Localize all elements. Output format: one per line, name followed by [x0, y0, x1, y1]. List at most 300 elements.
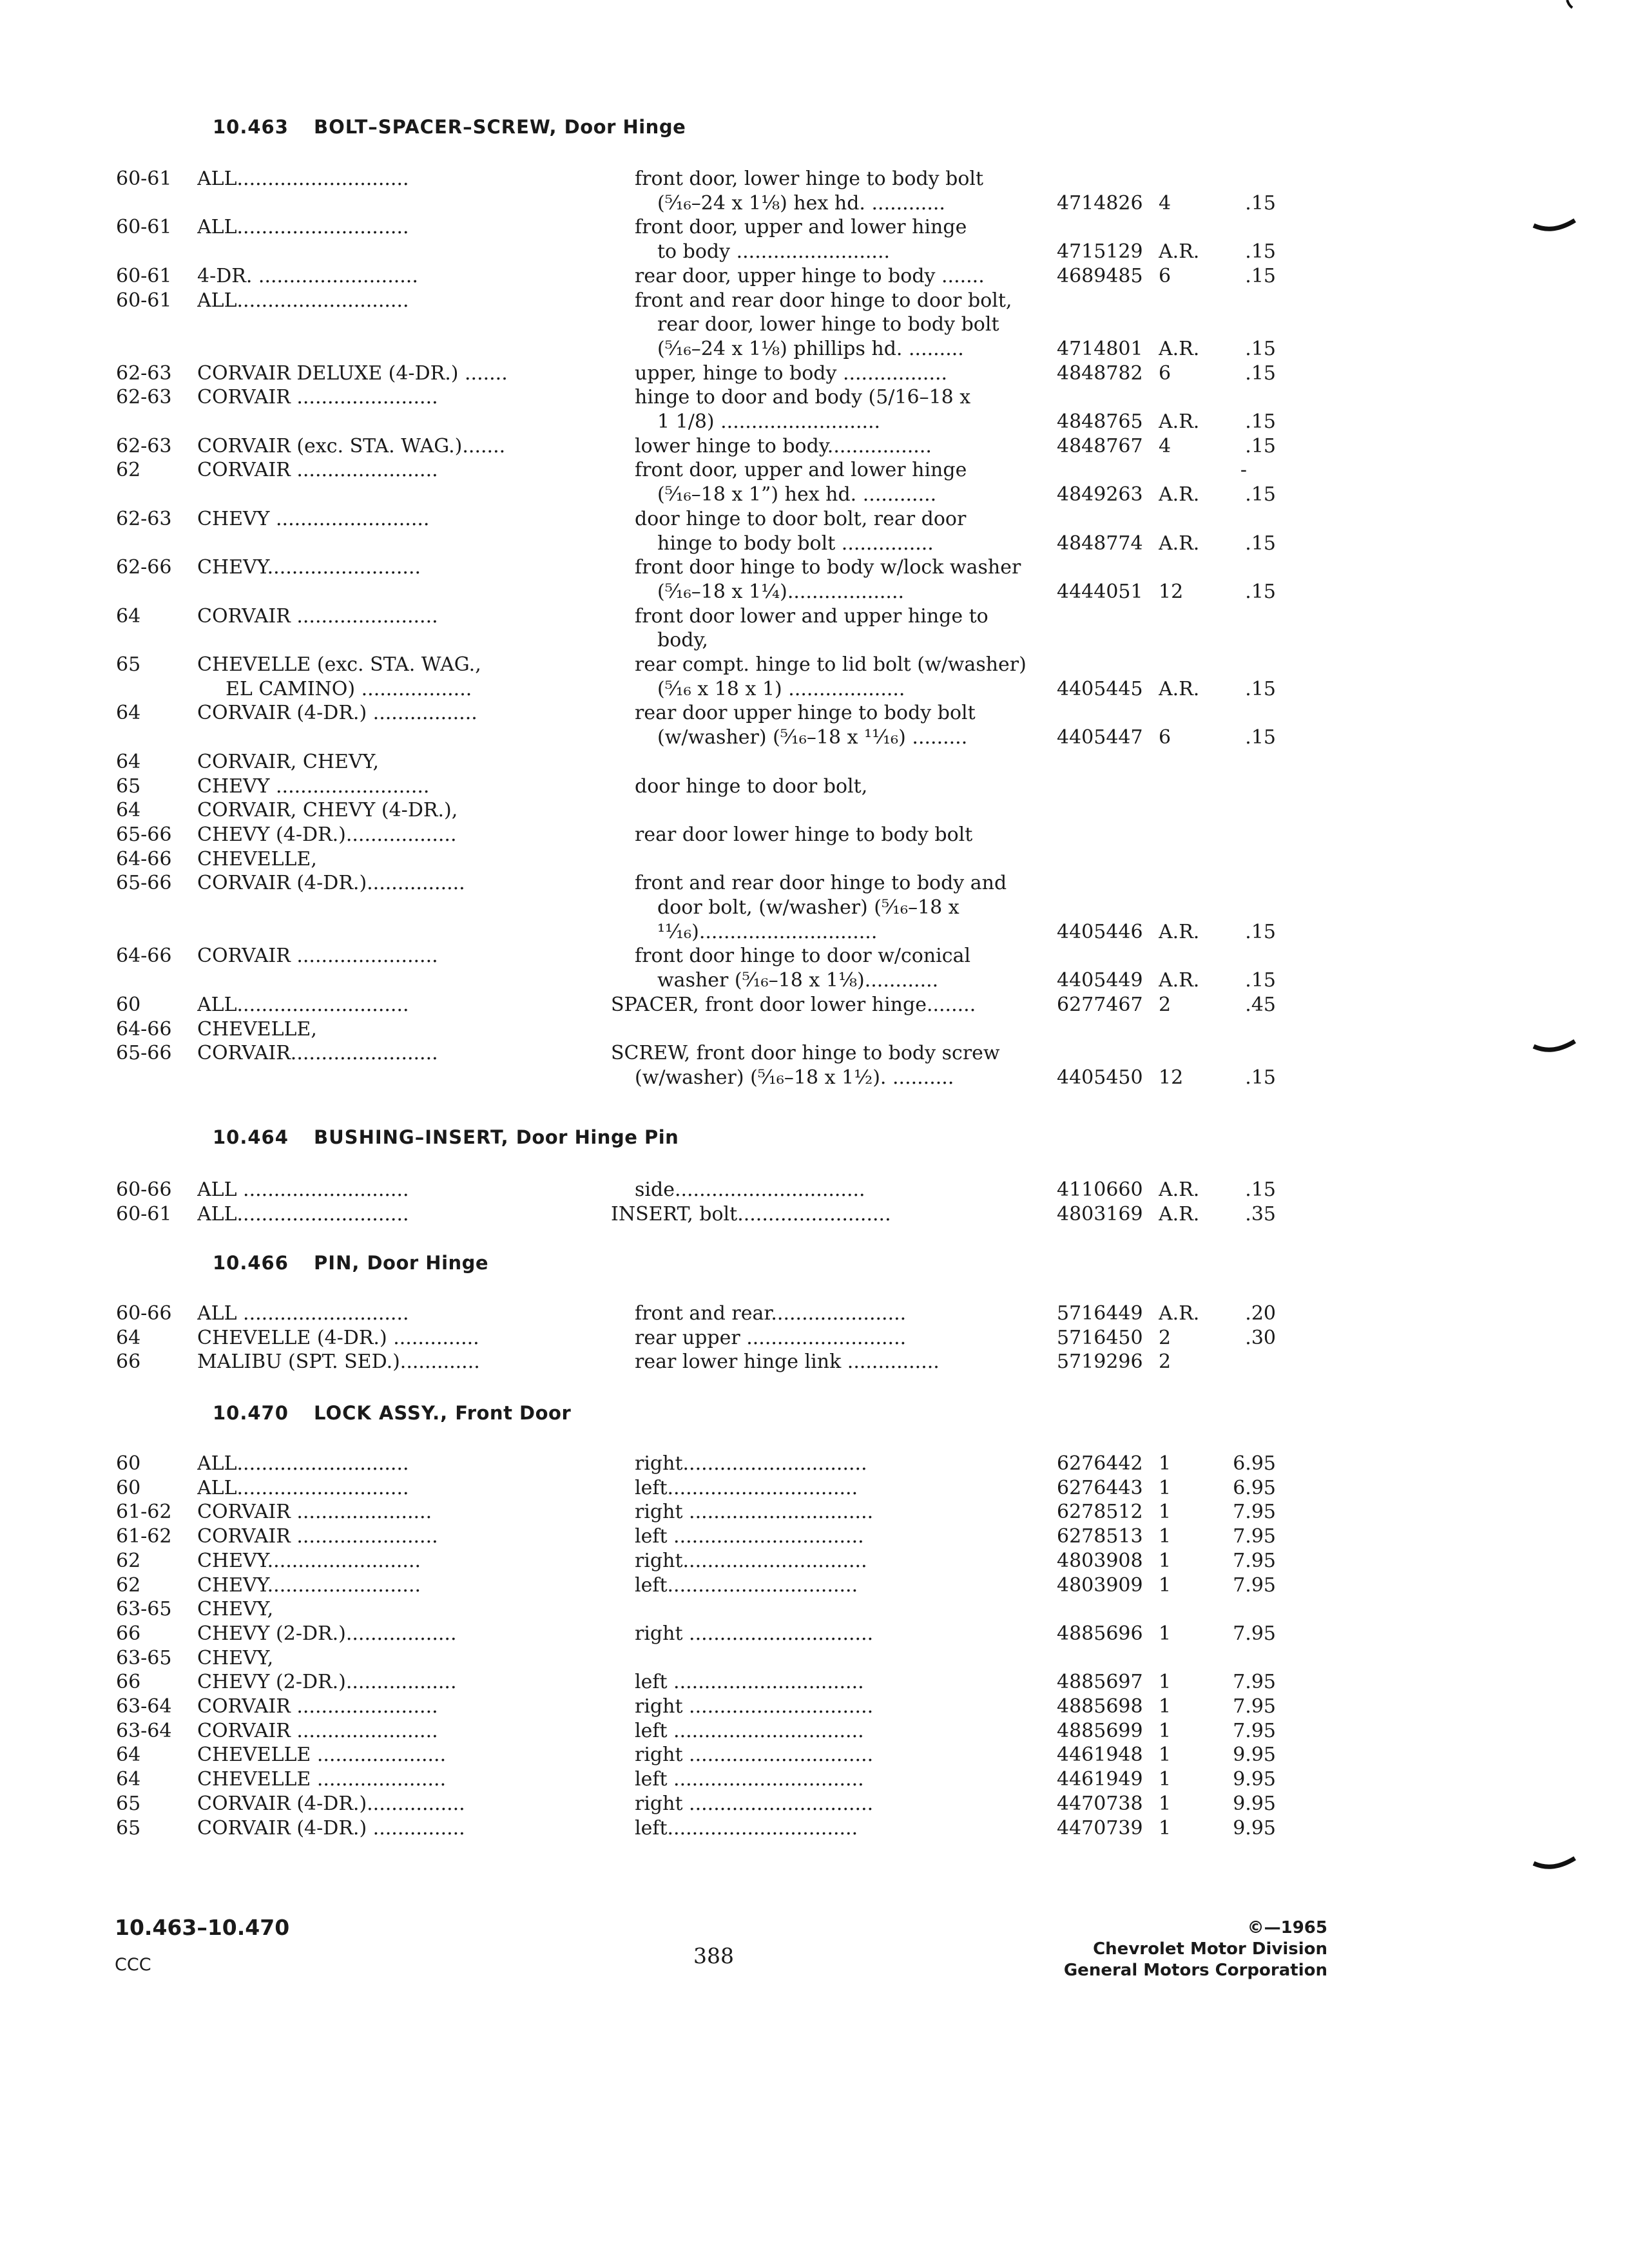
year-cell: 66: [116, 1350, 141, 1373]
price-cell: .15: [1245, 265, 1276, 287]
table-row: [0, 556, 1629, 582]
quantity-cell: 12: [1159, 1066, 1184, 1089]
quantity-cell: 1: [1159, 1501, 1171, 1523]
year-cell: 62-63: [116, 386, 172, 408]
section-title-10-464: [213, 1126, 679, 1148]
table-row: [0, 1792, 1629, 1818]
section-number: 10.463: [213, 116, 289, 138]
table-row: [0, 1327, 1629, 1352]
part-number-cell: 4714801: [1057, 338, 1143, 360]
description-cell: front door, upper and lower hinge: [635, 459, 967, 481]
table-row: [0, 1550, 1629, 1575]
part-number-cell: 5716450: [1057, 1327, 1143, 1349]
table-row: [0, 775, 1629, 801]
model-cell: ALL ...........................: [197, 1178, 409, 1201]
copyright: ©—1965: [1247, 1918, 1327, 1937]
price-cell: .15: [1245, 483, 1276, 506]
part-number-cell: 4689485: [1057, 265, 1143, 287]
part-number-cell: 6277467: [1057, 994, 1143, 1016]
year-cell: 61-62: [116, 1525, 172, 1548]
description-cell: front and rear......................: [635, 1302, 907, 1325]
price-cell: .30: [1245, 1327, 1276, 1349]
model-cell: ALL............................: [197, 994, 409, 1016]
year-cell: 60-61: [116, 216, 172, 238]
price-cell: 7.95: [1233, 1501, 1276, 1523]
section-subtitle: Front Door: [455, 1402, 572, 1424]
model-cell: CHEVELLE (exc. STA. WAG.,: [197, 653, 481, 676]
table-row: [0, 1302, 1629, 1328]
corporation-name: General Motors Corporation: [1063, 1961, 1327, 1980]
price-cell: 7.95: [1233, 1671, 1276, 1693]
description-cell: right..............................: [635, 1452, 867, 1475]
quantity-cell: A.R.: [1159, 678, 1200, 700]
part-number-cell: 4405449: [1057, 969, 1143, 992]
quantity-cell: A.R.: [1159, 1178, 1200, 1201]
quantity-cell: 6: [1159, 265, 1171, 287]
table-row: [0, 581, 1629, 606]
description-cell: rear upper ..........................: [635, 1327, 907, 1349]
year-cell: 62: [116, 1574, 141, 1597]
year-cell: 60-66: [116, 1302, 172, 1325]
part-number-cell: 4470738: [1057, 1792, 1143, 1815]
year-cell: 64-66: [116, 945, 172, 967]
year-cell: 66: [116, 1622, 141, 1645]
price-cell: 9.95: [1233, 1768, 1276, 1791]
description-cell: right..............................: [635, 1550, 867, 1572]
year-cell: 63-65: [116, 1647, 172, 1669]
quantity-cell: 1: [1159, 1574, 1171, 1597]
part-number-cell: 4803169: [1057, 1203, 1143, 1225]
price-cell: .15: [1245, 532, 1276, 555]
description-cell: INSERT, bolt.........................: [611, 1203, 891, 1225]
description-cell: left ...............................: [635, 1720, 864, 1742]
model-cell: ALL............................: [197, 289, 409, 312]
price-cell: 6.95: [1233, 1452, 1276, 1475]
year-cell: 64: [116, 799, 141, 822]
price-cell: .20: [1245, 1302, 1276, 1325]
model-cell: CORVAIR, CHEVY (4-DR.),: [197, 799, 458, 822]
year-cell: 64-66: [116, 1018, 172, 1041]
section-name: LOCK ASSY.,: [314, 1402, 448, 1424]
quantity-cell: 4: [1159, 435, 1171, 457]
price-cell: 7.95: [1233, 1550, 1276, 1572]
price-cell: .15: [1245, 192, 1276, 215]
model-cell: CORVAIR DELUXE (4-DR.) .......: [197, 362, 508, 385]
scan-mark: [1532, 1856, 1577, 1875]
part-number-cell: 6276442: [1057, 1452, 1143, 1475]
part-number-cell: 4803909: [1057, 1574, 1143, 1597]
year-cell: 60-61: [116, 168, 172, 190]
description-cell: right ..............................: [635, 1695, 874, 1718]
model-cell: CHEVY (2-DR.)..................: [197, 1671, 457, 1693]
model-cell: ALL ...........................: [197, 1302, 409, 1325]
price-cell: 7.95: [1233, 1695, 1276, 1718]
description-cell: to body .........................: [657, 240, 891, 263]
part-number-cell: 6278512: [1057, 1501, 1143, 1523]
quantity-cell: 6: [1159, 726, 1171, 749]
year-cell: 60: [116, 994, 141, 1016]
division-name: Chevrolet Motor Division: [1093, 1939, 1327, 1959]
model-cell: CORVAIR (4-DR.)................: [197, 872, 465, 894]
table-row: [0, 1018, 1629, 1044]
year-cell: 63-64: [116, 1720, 172, 1742]
scan-mark: [1532, 218, 1577, 237]
part-number-cell: 4885699: [1057, 1720, 1143, 1742]
description-cell: front door, upper and lower hinge: [635, 216, 967, 238]
description-cell: body,: [657, 629, 708, 651]
part-number-cell: 4803908: [1057, 1550, 1143, 1572]
table-row: [0, 168, 1629, 193]
part-number-cell: 4110660: [1057, 1178, 1143, 1201]
model-cell: CHEVELLE .....................: [197, 1768, 447, 1791]
description-cell: right ..............................: [635, 1792, 874, 1815]
part-number-cell: 4444051: [1057, 581, 1143, 603]
price-cell: 9.95: [1233, 1792, 1276, 1815]
table-row: [0, 1598, 1629, 1624]
part-number-cell: 4715129: [1057, 240, 1143, 263]
table-row: [0, 483, 1629, 509]
description-cell: side...............................: [635, 1178, 865, 1201]
part-number-cell: 4885696: [1057, 1622, 1143, 1645]
description-cell: (⁵⁄₁₆–18 x 1¼)...................: [657, 581, 905, 603]
part-number-cell: 6278513: [1057, 1525, 1143, 1548]
price-cell: 9.95: [1233, 1817, 1276, 1840]
quantity-cell: A.R.: [1159, 532, 1200, 555]
table-row: [0, 508, 1629, 533]
model-cell: CHEVY.........................: [197, 1574, 421, 1597]
description-cell: (⁵⁄₁₆ x 18 x 1) ...................: [657, 678, 905, 700]
model-cell: ALL............................: [197, 1452, 409, 1475]
part-number-cell: 4849263: [1057, 483, 1143, 506]
model-cell: CHEVELLE (4-DR.) ..............: [197, 1327, 479, 1349]
part-number-cell: 4405446: [1057, 921, 1143, 943]
quantity-cell: 1: [1159, 1525, 1171, 1548]
description-cell: left ...............................: [635, 1671, 864, 1693]
section-subtitle: Door Hinge Pin: [516, 1126, 679, 1148]
table-row: [0, 678, 1629, 704]
model-cell: CORVAIR .......................: [197, 1695, 438, 1718]
description-cell: left ...............................: [635, 1768, 864, 1791]
part-number-cell: 4848765: [1057, 410, 1143, 433]
table-row: [0, 1178, 1629, 1204]
table-row: [0, 1720, 1629, 1745]
description-cell: left...............................: [635, 1574, 858, 1597]
description-cell: front and rear door hinge to body and: [635, 872, 1007, 894]
price-cell: 7.95: [1233, 1525, 1276, 1548]
table-row: [0, 1525, 1629, 1551]
description-cell: door hinge to door bolt,: [635, 775, 868, 798]
quantity-cell: 12: [1159, 581, 1184, 603]
price-cell: .15: [1245, 581, 1276, 603]
price-cell: .15: [1245, 338, 1276, 360]
quantity-cell: 1: [1159, 1452, 1171, 1475]
description-cell: ¹¹⁄₁₆).............................: [657, 921, 878, 943]
table-row: [0, 386, 1629, 412]
table-row: [0, 751, 1629, 776]
table-row: [0, 1350, 1629, 1376]
model-cell: CORVAIR .......................: [197, 386, 438, 408]
model-cell: CHEVY,: [197, 1598, 274, 1620]
price-cell: .15: [1245, 435, 1276, 457]
model-cell: CHEVELLE,: [197, 848, 317, 870]
description-cell: (⁵⁄₁₆–24 x 1⅛) phillips hd. .........: [657, 338, 964, 360]
model-cell: CHEVY.........................: [197, 556, 421, 579]
year-cell: 64-66: [116, 848, 172, 870]
description-cell: (w/washer) (⁵⁄₁₆–18 x ¹¹⁄₁₆) .........: [657, 726, 968, 749]
model-cell: EL CAMINO) ..................: [226, 678, 472, 700]
section-number: 10.470: [213, 1402, 289, 1424]
table-row: [0, 629, 1629, 655]
year-cell: 60-61: [116, 265, 172, 287]
model-cell: CORVAIR ......................: [197, 1501, 432, 1523]
quantity-cell: 1: [1159, 1477, 1171, 1499]
table-row: [0, 362, 1629, 388]
description-cell: (⁵⁄₁₆–18 x 1”) hex hd. ............: [657, 483, 937, 506]
description-cell: lower hinge to body.................: [635, 435, 932, 457]
table-row: [0, 1695, 1629, 1721]
section-subtitle: Door Hinge: [367, 1252, 489, 1274]
table-row: [0, 823, 1629, 849]
quantity-cell: A.R.: [1159, 1203, 1200, 1225]
model-cell: ALL............................: [197, 216, 409, 238]
part-number-cell: 4714826: [1057, 192, 1143, 215]
table-row: [0, 1203, 1629, 1229]
table-row: [0, 969, 1629, 995]
year-cell: 65: [116, 775, 141, 798]
quantity-cell: 1: [1159, 1550, 1171, 1572]
quantity-cell: A.R.: [1159, 338, 1200, 360]
part-number-cell: 4848782: [1057, 362, 1143, 385]
year-cell: 60-66: [116, 1178, 172, 1201]
part-number-cell: 4885697: [1057, 1671, 1143, 1693]
section-title-10-463: [213, 116, 686, 138]
section-title-10-466: [213, 1252, 488, 1274]
description-cell: 1 1/8) ..........................: [657, 410, 881, 433]
price-cell: 9.95: [1233, 1744, 1276, 1766]
price-cell: .15: [1245, 410, 1276, 433]
description-cell: right ..............................: [635, 1744, 874, 1766]
description-cell: SPACER, front door lower hinge........: [611, 994, 976, 1016]
year-cell: 64: [116, 605, 141, 628]
quantity-cell: 1: [1159, 1792, 1171, 1815]
table-row: [0, 702, 1629, 727]
description-cell: upper, hinge to body .................: [635, 362, 948, 385]
description-cell: hinge to door and body (5/16–18 x: [635, 386, 971, 408]
table-row: [0, 192, 1629, 218]
quantity-cell: A.R.: [1159, 483, 1200, 506]
table-row: [0, 1622, 1629, 1648]
section-title-10-470: [213, 1402, 571, 1424]
model-cell: CHEVY.........................: [197, 1550, 421, 1572]
table-row: [0, 1768, 1629, 1794]
quantity-cell: 2: [1159, 1350, 1171, 1373]
year-cell: 64: [116, 751, 141, 773]
year-cell: 63-65: [116, 1598, 172, 1620]
price-cell: .15: [1245, 240, 1276, 263]
year-cell: 62: [116, 1550, 141, 1572]
model-cell: CORVAIR .......................: [197, 605, 438, 628]
table-row: [0, 726, 1629, 752]
year-cell: 62: [116, 459, 141, 481]
model-cell: CHEVY .........................: [197, 775, 430, 798]
year-cell: 65: [116, 653, 141, 676]
year-cell: 60-61: [116, 1203, 172, 1225]
year-cell: 64: [116, 1768, 141, 1791]
model-cell: ALL............................: [197, 168, 409, 190]
year-cell: 62-63: [116, 362, 172, 385]
page-number: 388: [693, 1943, 734, 1968]
price-cell: 7.95: [1233, 1622, 1276, 1645]
year-cell: 60: [116, 1452, 141, 1475]
table-row: [0, 265, 1629, 291]
section-number: 10.466: [213, 1252, 289, 1274]
description-cell: right ..............................: [635, 1622, 874, 1645]
table-row: [0, 872, 1629, 898]
table-row: [0, 605, 1629, 631]
table-row: [0, 799, 1629, 825]
year-cell: 65: [116, 1792, 141, 1815]
year-cell: 60: [116, 1477, 141, 1499]
section-number: 10.464: [213, 1126, 289, 1148]
description-cell: hinge to body bolt ...............: [657, 532, 934, 555]
model-cell: CHEVY,: [197, 1647, 274, 1669]
year-cell: 61-62: [116, 1501, 172, 1523]
model-cell: CORVAIR (exc. STA. WAG.).......: [197, 435, 506, 457]
quantity-cell: 1: [1159, 1671, 1171, 1693]
table-row: [0, 1817, 1629, 1843]
part-number-cell: 6276443: [1057, 1477, 1143, 1499]
quantity-cell: A.R.: [1159, 240, 1200, 263]
quantity-cell: 1: [1159, 1695, 1171, 1718]
part-number-cell: 5716449: [1057, 1302, 1143, 1325]
price-cell: .15: [1245, 1066, 1276, 1089]
table-row: [0, 289, 1629, 315]
model-cell: CORVAIR........................: [197, 1042, 438, 1064]
quantity-cell: 2: [1159, 1327, 1171, 1349]
year-cell: 65-66: [116, 1042, 172, 1064]
table-row: [0, 921, 1629, 947]
price-cell: .15: [1245, 1178, 1276, 1201]
table-row: [0, 532, 1629, 558]
model-cell: CHEVELLE,: [197, 1018, 317, 1041]
quantity-cell: 1: [1159, 1768, 1171, 1791]
price-cell: 6.95: [1233, 1477, 1276, 1499]
price-cell: .15: [1245, 969, 1276, 992]
table-row: [0, 459, 1629, 485]
quantity-cell: 1: [1159, 1622, 1171, 1645]
description-cell: door bolt, (w/washer) (⁵⁄₁₆–18 x: [657, 896, 959, 919]
quantity-cell: 4: [1159, 192, 1171, 215]
table-row: [0, 848, 1629, 874]
description-cell: door hinge to door bolt, rear door: [635, 508, 967, 530]
section-name: PIN,: [314, 1252, 360, 1274]
year-cell: 65-66: [116, 823, 172, 846]
description-cell: washer (⁵⁄₁₆–18 x 1⅛)............: [657, 969, 939, 992]
part-number-cell: 4405450: [1057, 1066, 1143, 1089]
table-row: [0, 410, 1629, 436]
quantity-cell: A.R.: [1159, 969, 1200, 992]
table-row: [0, 896, 1629, 922]
year-cell: 63-64: [116, 1695, 172, 1718]
table-row: [0, 435, 1629, 461]
model-cell: CORVAIR .......................: [197, 1720, 438, 1742]
scan-mark: [1559, 0, 1579, 9]
quantity-cell: 1: [1159, 1817, 1171, 1840]
table-row: [0, 653, 1629, 679]
model-cell: CHEVY .........................: [197, 508, 430, 530]
description-cell: front door, lower hinge to body bolt: [635, 168, 984, 190]
description-cell: front door hinge to body w/lock washer: [635, 556, 1021, 579]
description-cell: rear door, upper hinge to body .......: [635, 265, 985, 287]
quantity-cell: A.R.: [1159, 921, 1200, 943]
table-row: [0, 1744, 1629, 1769]
quantity-cell: A.R.: [1159, 410, 1200, 433]
description-cell: SCREW, front door hinge to body screw: [611, 1042, 1000, 1064]
description-cell: front and rear door hinge to door bolt,: [635, 289, 1012, 312]
description-cell: rear compt. hinge to lid bolt (w/washer): [635, 653, 1027, 676]
model-cell: CORVAIR .......................: [197, 459, 438, 481]
model-cell: 4-DR. ..........................: [197, 265, 418, 287]
price-cell: -: [1240, 459, 1248, 481]
part-number-cell: 4470739: [1057, 1817, 1143, 1840]
price-cell: .45: [1245, 994, 1276, 1016]
quantity-cell: 2: [1159, 994, 1171, 1016]
table-row: [0, 1501, 1629, 1526]
part-number-cell: 4848767: [1057, 435, 1143, 457]
description-cell: (w/washer) (⁵⁄₁₆–18 x 1½). ..........: [635, 1066, 954, 1089]
year-cell: 62-63: [116, 508, 172, 530]
section-name: BOLT–SPACER–SCREW,: [314, 116, 557, 138]
part-number-cell: 5719296: [1057, 1350, 1143, 1373]
model-cell: CORVAIR, CHEVY,: [197, 751, 380, 773]
year-cell: 62-63: [116, 435, 172, 457]
table-row: [0, 338, 1629, 363]
table-row: [0, 1066, 1629, 1092]
description-cell: rear door upper hinge to body bolt: [635, 702, 976, 724]
price-cell: .15: [1245, 726, 1276, 749]
model-cell: ALL............................: [197, 1203, 409, 1225]
table-row: [0, 216, 1629, 242]
model-cell: MALIBU (SPT. SED.).............: [197, 1350, 480, 1373]
part-number-cell: 4885698: [1057, 1695, 1143, 1718]
description-cell: left...............................: [635, 1817, 858, 1840]
table-row: [0, 1647, 1629, 1673]
year-cell: 65: [116, 1817, 141, 1840]
model-cell: CHEVY (4-DR.)..................: [197, 823, 457, 846]
publisher-block: [1005, 1917, 1327, 1981]
description-cell: left...............................: [635, 1477, 858, 1499]
model-cell: CHEVY (2-DR.)..................: [197, 1622, 457, 1645]
year-cell: 64: [116, 702, 141, 724]
price-cell: 7.95: [1233, 1720, 1276, 1742]
part-number-cell: 4461949: [1057, 1768, 1143, 1791]
model-cell: CORVAIR .......................: [197, 1525, 438, 1548]
price-cell: 7.95: [1233, 1574, 1276, 1597]
year-cell: 64: [116, 1744, 141, 1766]
part-number-cell: 4405445: [1057, 678, 1143, 700]
quantity-cell: 1: [1159, 1720, 1171, 1742]
table-row: [0, 1452, 1629, 1478]
footer-ccc: CCC: [115, 1955, 151, 1975]
model-cell: CORVAIR .......................: [197, 945, 438, 967]
year-cell: 64: [116, 1327, 141, 1349]
table-row: [0, 1574, 1629, 1600]
description-cell: front door hinge to door w/conical: [635, 945, 971, 967]
part-number-cell: 4405447: [1057, 726, 1143, 749]
section-name: BUSHING–INSERT,: [314, 1126, 509, 1148]
quantity-cell: 6: [1159, 362, 1171, 385]
table-row: [0, 994, 1629, 1019]
